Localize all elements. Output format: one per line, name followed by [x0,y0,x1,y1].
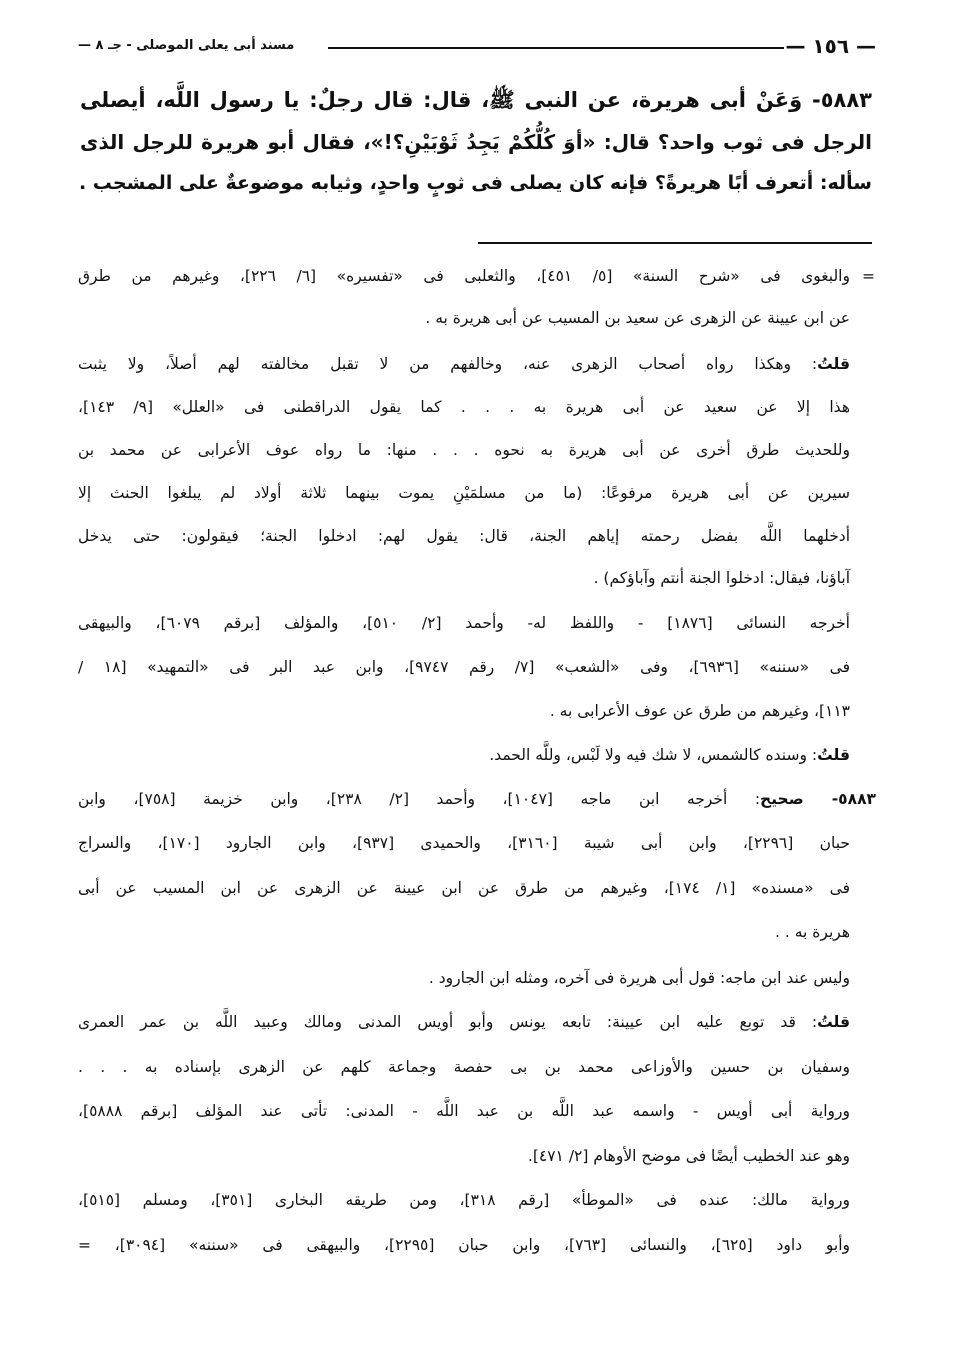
footnote-line [78,914,850,950]
header-rule [328,47,784,49]
footnote-line [78,258,850,294]
footnote-line [78,475,850,511]
line-text: : قد توبع عليه ابن عيينة: تابعه يونس وأبو أويس المدنى ومالك وعبيد اللَّه بن عمر العمرى [78,1013,818,1031]
footnote-separator [478,242,872,244]
line-text: فى «مسنده» [١/ ١٧٤]، وغيرهم من طرق عن ابن عيينة عن الزهرى عن ابن المسيب عن أبى [78,879,850,897]
line-text: آباؤنا، فيقال: ادخلوا الجنة أنتم وآباؤكم) . [593,569,850,587]
line-text: وللحديث طرق أخرى عن أبى هريرة به نحوه . . . منها: ما رواه عوف الأعرابى عن محمد بن [78,441,850,459]
line-text: الرجل فى ثوب واحد؟ قال: «أوَ كُلُّكُمْ يَجِدُ ثَوْبَيْنِ؟!»، فقال أبو هريرة للرجل الذى [80,130,872,154]
bold-lead: قلتُ [817,355,850,373]
page-number: — ١٥٦ — [785,34,876,58]
bold-lead: قلتُ [817,746,850,764]
line-text: : وسنده كالشمس، لا شك فيه ولا لَبْس، وللَّه الحمد. [489,746,818,764]
footnote-line [78,1182,850,1218]
footnote-line [78,870,850,906]
bold-lead: ٥٨٨٣- صحيح [760,790,876,808]
footnote-line [78,693,850,729]
footnote-line [78,300,850,336]
footnote-line [78,1049,850,1085]
footnote-line [78,605,850,641]
footnote-line [78,960,850,996]
line-text: ورواية مالك: عنده فى «الموطأ» [رقم ٣١٨]، ومن طريقه البخارى [٣٥١]، ومسلم [٥١٥]، [78,1191,850,1209]
page-header [78,34,876,58]
line-text: : وهكذا رواه أصحاب الزهرى عنه، وخالفهم من لا تقبل مخالفته لهم أصلاً، ولا يثبت [78,355,818,373]
line-text: أخرجه النسائى [١٨٧٦] - واللفظ له- وأحمد [٢/ ٥١٠]، والمؤلف [برقم ٦٠٧٩]، والبيهقى [78,614,850,632]
line-text: هذا إلا عن سعيد عن أبى هريرة به . . . كما يقول الدراقطنى فى «العلل» [٩/ ١٤٣]، [78,398,850,416]
footnote-line [78,518,850,554]
footnote-line [78,432,850,468]
footnote-line [78,825,850,861]
footnote-line [78,1004,850,1040]
footnote-line [78,560,850,596]
bold-lead: ٥٨٨٣- [802,88,873,112]
footnote-line [78,781,876,817]
line-text: وهو عند الخطيب أيضًا فى موضح الأوهام [٢/ ٤٧١]. [527,1147,850,1165]
line-text: وَعَنْ أبى هريرة، عن النبى ﷺ، قال: قال رجلٌ: يا رسول اللَّه، أيصلى [80,88,803,112]
line-text: فى «سننه» [٦٩٣٦]، وفى «الشعب» [٧/ رقم ٩٧٤٧]، وابن عبد البر فى «التمهيد» [١٨ / [78,658,850,676]
line-text: أدخلهما اللَّه بفضل رحمته إياهم الجنة، قال: يقول لهم: ادخلوا الجنة؛ فيقولون: حتى يدخل [78,527,850,545]
line-text: سيرين عن أبى هريرة مرفوعًا: (ما من مسلمَيْنِ يموت بينهما ثلاثة أولاد لم يبلغوا الحنث إلا [78,484,850,502]
footnote-line [78,346,850,382]
running-title: مسند أبى يعلى الموصلى - جـ ٨ — [78,38,295,53]
line-text: ورواية أبى أويس - واسمه عبد اللَّه بن عبد اللَّه - المدنى: تأتى عند المؤلف [برقم ٥٨٨٨]، [78,1102,850,1120]
footnote-line [78,1227,850,1263]
footnote-line [78,389,850,425]
line-text: حبان [٢٢٩٦]، وابن أبى شيبة [٣١٦٠]، والحميدى [٩٣٧]، وابن الجارود [١٧٠]، والسراج [78,834,850,852]
line-text: والبغوى فى «شرح السنة» [٥/ ٤٥١]، والثعلبى فى «تفسيره» [٦/ ٢٢٦]، وغيرهم من طرق [78,267,850,285]
hadith-line [80,82,872,118]
line-text: ١١٣]، وغيرهم من طرق عن عوف الأعرابى به . [549,702,850,720]
line-text: : أخرجه ابن ماجه [١٠٤٧]، وأحمد [٢/ ٢٣٨]، وابن خزيمة [٧٥٨]، وابن [78,790,761,808]
bold-lead: قلتُ [817,1013,850,1031]
line-text: سأله: أتعرف أبًا هريرةً؟ فإنه كان يصلى فى ثوبٍ واحدٍ، وثيابه موضوعةٌ على المشجب . [78,172,872,194]
hadith-line [80,124,872,160]
line-text: وليس عند ابن ماجه: قول أبى هريرة فى آخره، ومثله ابن الجارود . [428,969,850,987]
footnote-line [78,737,850,773]
hadith-line [80,165,872,201]
line-text: عن ابن عيينة عن الزهرى عن سعيد بن المسيب عن أبى هريرة به . [425,309,850,327]
footnote-line [78,649,850,685]
line-text: وسفيان بن حسين والأوزاعى محمد بن بى حفصة وجماعة كلهم عن الزهرى بإسناده به . . . [78,1058,850,1076]
footnote-line [78,1138,850,1174]
line-text: وأبو داود [٦٢٥]، والنسائى [٧٦٣]، وابن حبان [٢٢٩٥]، والبيهقى فى «سننه» [٣٠٩٤]، = [78,1236,850,1254]
continuation-mark: = [862,267,875,285]
line-text: هريرة به . . [775,923,850,941]
footnote-line [78,1093,850,1129]
